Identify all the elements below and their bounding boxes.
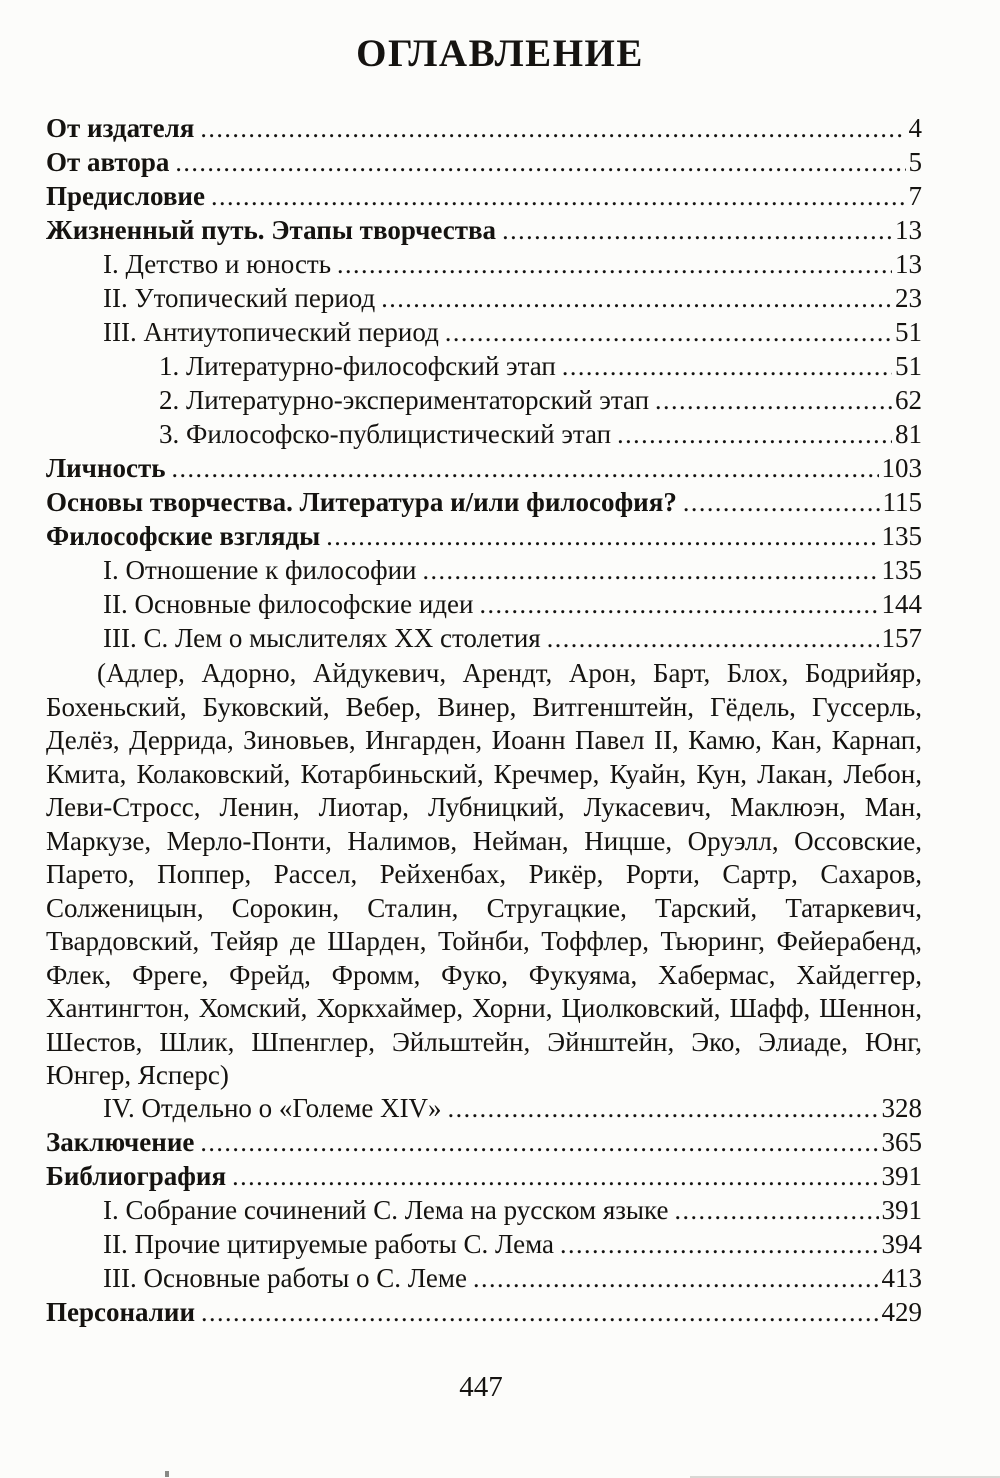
- toc-entry-page: 13: [895, 249, 922, 279]
- toc-entry-page: 51: [895, 317, 922, 347]
- toc-entry-page: 413: [881, 1262, 922, 1293]
- scan-speck-artifact: [165, 1471, 169, 1477]
- toc-entry-label: Предисловие: [46, 181, 205, 211]
- dot-leader: [448, 1093, 879, 1124]
- toc-entry-label: IV. Отдельно о «Големе XIV»: [103, 1092, 442, 1123]
- toc-entry: [46, 521, 922, 555]
- page-number-footer: 447: [459, 1371, 503, 1403]
- toc-entry: [46, 1229, 922, 1263]
- dot-leader: [445, 317, 892, 348]
- dot-leader: [381, 283, 892, 314]
- book-toc-page: [0, 34, 1000, 1478]
- dot-leader: [560, 1229, 879, 1260]
- toc-entry: [46, 385, 922, 419]
- thinkers-names-paragraph: (Адлер, Адорно, Айдукевич, Арендт, Арон, Барт, Блох, Бодрийяр, Бохеньский, Буковский, Вебер, Винер, Витгенштейн, Гёдель, Гуссерль, Делёз, Деррида, Зиновьев, Ингарден, Иоанн Павел II, Камю, Кан, Карнап, Кмита, Колаковский, Котарбиньский, Кречмер, Куайн, Кун, Лакан, Лебон, Леви-Стросс, Ленин, Лиотар, Лубницкий, Лукасевич, Маклюэн, Ман, Маркузе, Мерло-Понти, Налимов, Нейман, Ницше, Оруэлл, Оссовские, Парето, Поппер, Рассел, Рейхенбах, Рикёр, Рорти, Сартр, Сахаров, Солженицын, Сорокин, Сталин, Стругацкие, Тарский, Татаркевич, Твардовский, Тейяр де Шарден, Тойнби, Тоффлер, Тьюринг, Фейерабенд, Флек, Фреге, Фрейд, Фромм, Фуко, Фукуяма, Хабермас, Хайдеггер, Хантингтон, Хомский, Хоркхаймер, Хорни, Циолковский, Шафф, Шеннон, Шестов, Шлик, Шпенглер, Эйльштейн, Эйнштейн, Эко, Элиаде, Юнг, Юнгер, Ясперс): [46, 658, 922, 1090]
- dot-leader: [479, 589, 878, 620]
- dot-leader: [201, 1297, 878, 1328]
- toc-entry: [46, 181, 922, 215]
- toc-entry: [46, 1297, 922, 1331]
- dot-leader: [547, 623, 879, 654]
- toc-entry-page: 81: [895, 419, 922, 449]
- dot-leader: [171, 453, 878, 484]
- toc-entry-page: 391: [881, 1194, 922, 1225]
- toc-entry: [46, 147, 922, 181]
- toc-entry-label: II. Основные философские идеи: [103, 589, 474, 619]
- toc-entry-page: 144: [881, 589, 922, 619]
- toc-entry-label: Библиография: [46, 1160, 227, 1191]
- toc-entry-label: II. Утопический период: [103, 283, 376, 313]
- toc-entry-label: III. Основные работы о С. Леме: [103, 1262, 467, 1293]
- toc-entry-page: 394: [881, 1228, 922, 1259]
- toc-entry-label: От издателя: [46, 113, 195, 143]
- toc-entry-label: Заключение: [46, 1126, 195, 1157]
- toc-entry-page: 5: [908, 147, 922, 177]
- toc-entry-page: 103: [881, 453, 922, 483]
- toc-entry-page: 23: [895, 283, 922, 313]
- dot-leader: [175, 147, 905, 178]
- toc-entry: [46, 1263, 922, 1297]
- dot-leader: [502, 215, 892, 246]
- dot-leader: [326, 521, 878, 552]
- dot-leader: [211, 181, 906, 212]
- toc-entry-page: 429: [881, 1296, 922, 1327]
- dot-leader: [683, 487, 880, 518]
- page-title: ОГЛАВЛЕНИЕ: [356, 32, 644, 75]
- toc-entry-label: I. Отношение к философии: [103, 555, 417, 585]
- toc-entry: [46, 249, 922, 283]
- toc-entry-page: 4: [908, 113, 922, 143]
- toc-entry-label: I. Собрание сочинений С. Лема на русском языке: [103, 1194, 669, 1225]
- dot-leader: [232, 1161, 878, 1192]
- dot-leader: [200, 113, 905, 144]
- toc-entry-label: III. Антиутопический период: [103, 317, 439, 347]
- toc-entry-label: 1. Литературно-философский этап: [159, 351, 556, 381]
- toc-entry: [46, 215, 922, 249]
- toc-entry-label: II. Прочие цитируемые работы С. Лема: [103, 1228, 554, 1259]
- toc-entry-label: Персоналии: [46, 1296, 196, 1327]
- toc-entry-page: 365: [881, 1126, 922, 1157]
- dot-leader: [422, 555, 878, 586]
- dot-leader: [655, 385, 892, 416]
- toc-entry-page: 62: [895, 385, 922, 415]
- toc-entry-page: 328: [881, 1092, 922, 1123]
- toc-entry: [46, 419, 922, 453]
- toc-entry: [46, 1195, 922, 1229]
- toc-entry: [46, 113, 922, 147]
- toc-entry-label: 3. Философско-публицистический этап: [159, 419, 612, 449]
- toc-entry: [46, 351, 922, 385]
- dot-leader: [562, 351, 892, 382]
- toc-entry: [46, 487, 922, 521]
- toc-entry-page: 115: [882, 487, 922, 517]
- toc-entry: [46, 283, 922, 317]
- toc-entry-label: Жизненный путь. Этапы творчества: [46, 215, 497, 245]
- toc-entry-page: 135: [881, 521, 922, 551]
- toc-list: [0, 113, 1000, 1331]
- dot-leader: [337, 249, 892, 280]
- toc-entry: [46, 1161, 922, 1195]
- toc-entry-label: I. Детство и юность: [103, 249, 332, 279]
- dot-leader: [617, 419, 892, 450]
- toc-entry-page: 135: [881, 555, 922, 585]
- toc-entry: [46, 623, 922, 657]
- toc-entry-page: 7: [908, 181, 922, 211]
- toc-entry-label: 2. Литературно-экспериментаторский этап: [159, 385, 650, 415]
- toc-entry-label: Личность: [46, 453, 166, 483]
- dot-leader: [473, 1263, 879, 1294]
- toc-entry: [46, 453, 922, 487]
- toc-entry-page: 157: [881, 623, 922, 653]
- toc-entry-label: III. С. Лем о мыслителях XX столетия: [103, 623, 541, 653]
- toc-entry-label: Философские взгляды: [46, 521, 321, 551]
- toc-entry-page: 13: [895, 215, 922, 245]
- toc-entry: [46, 317, 922, 351]
- toc-entry: [46, 589, 922, 623]
- toc-entry: [46, 1093, 922, 1127]
- dot-leader: [200, 1127, 878, 1158]
- dot-leader: [674, 1195, 878, 1226]
- toc-entry-page: 51: [895, 351, 922, 381]
- toc-entry-page: 391: [881, 1160, 922, 1191]
- toc-entry: [46, 555, 922, 589]
- toc-entry: [46, 1127, 922, 1161]
- toc-entry-label: От автора: [46, 147, 170, 177]
- toc-entry-label: Основы творчества. Литература и/или философия?: [46, 487, 677, 517]
